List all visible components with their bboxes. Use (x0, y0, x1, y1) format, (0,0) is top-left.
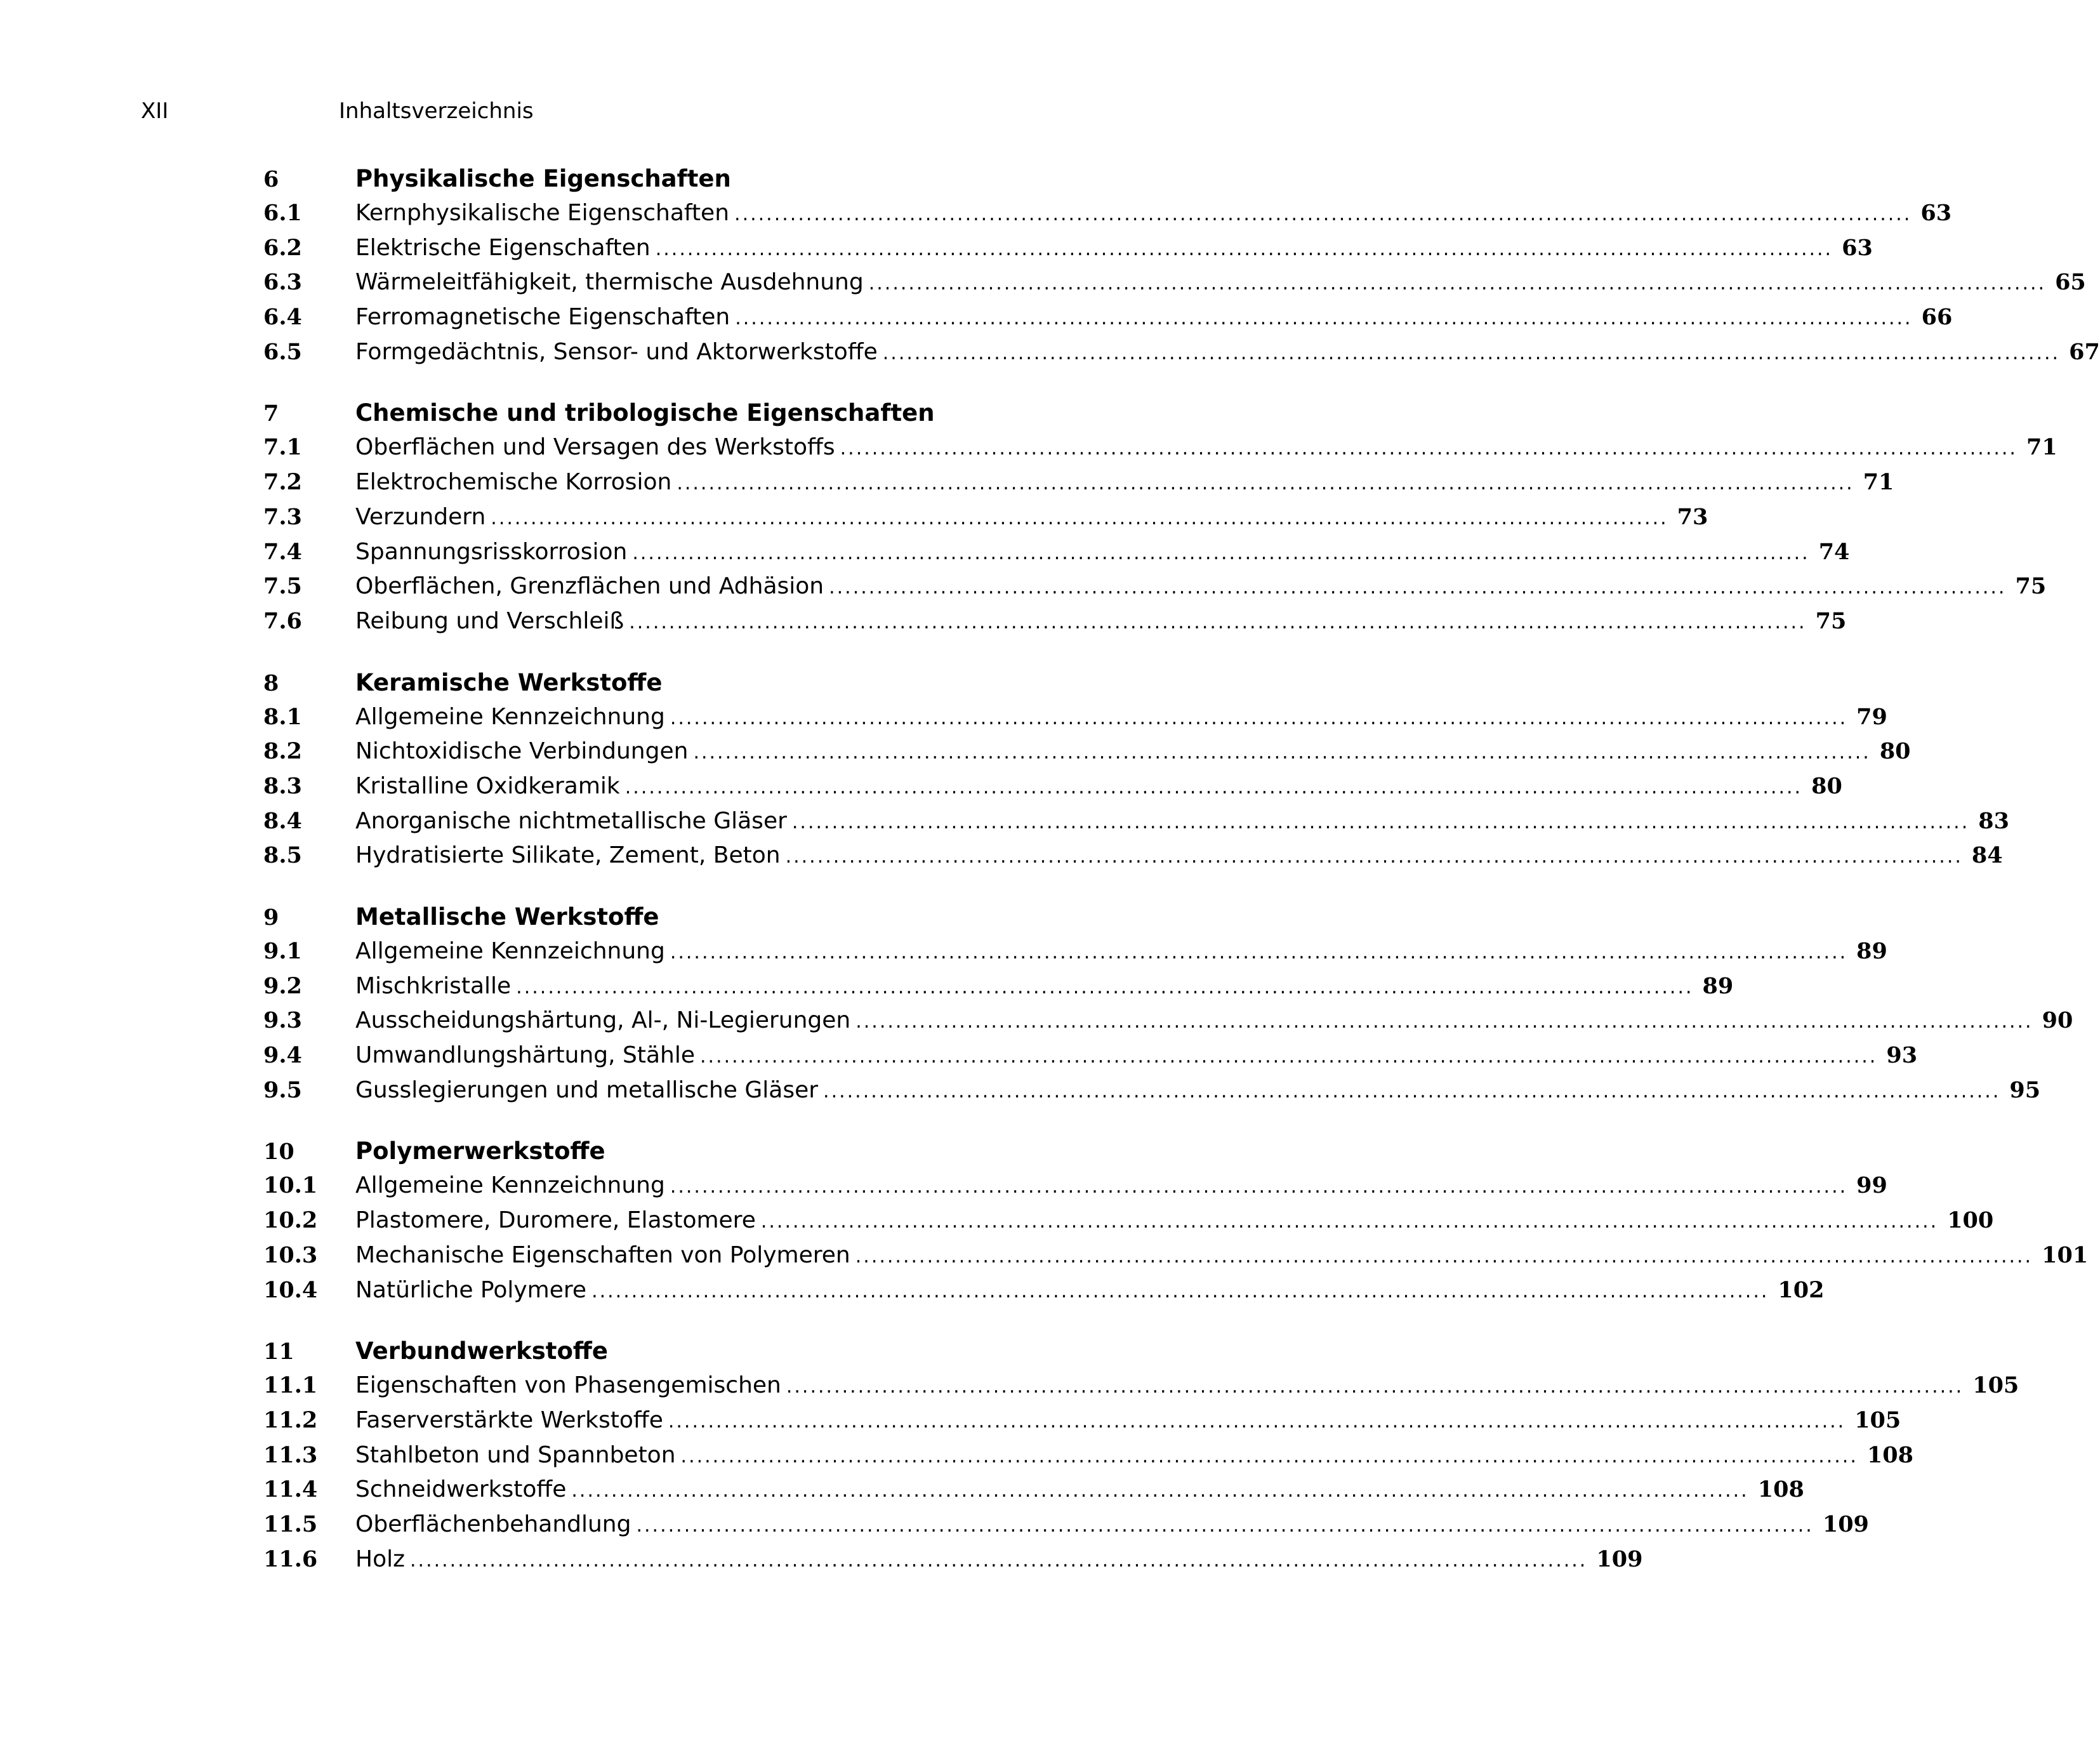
toc-entry (263, 934, 1887, 969)
toc-entry (263, 804, 2009, 839)
dot-leader: .................................................................................................................................................... (840, 437, 2017, 460)
section-title: Allgemeine Kennzeichnung (355, 938, 665, 964)
section-title: Mechanische Eigenschaften von Polymeren (355, 1242, 850, 1268)
chapter-number: 6 (263, 166, 279, 192)
section-page-number: 101 (2042, 1242, 2089, 1268)
toc-entry (263, 1238, 2089, 1273)
chapter-number: 11 (263, 1339, 294, 1365)
dot-leader: .................................................................................................................................................... (670, 1176, 1848, 1198)
dot-leader: .................................................................................................................................................... (410, 1549, 1588, 1572)
chapter-heading (263, 665, 1031, 700)
dot-leader: .................................................................................................................................................... (677, 472, 1854, 495)
chapter-heading (263, 1134, 1031, 1169)
toc-entry (263, 1542, 1643, 1577)
toc-entry (263, 1169, 1887, 1203)
toc-chapter (263, 395, 2057, 639)
dot-leader: .................................................................................................................................................... (693, 741, 1871, 764)
dot-leader: .................................................................................................................................................... (655, 237, 1833, 260)
toc-chapter (263, 1134, 2089, 1308)
toc-entry (263, 231, 1873, 266)
section-title: Elektrochemische Korrosion (355, 469, 672, 496)
chapter-title: Chemische und tribologische Eigenschaften (355, 399, 935, 427)
dot-leader: .................................................................................................................................................... (629, 611, 1807, 633)
section-title: Oberflächen, Grenzflächen und Adhäsion (355, 573, 824, 600)
dot-leader: .................................................................................................................................................... (791, 811, 1970, 833)
section-number: 6.2 (263, 234, 302, 261)
section-title: Nichtoxidische Verbindungen (355, 738, 689, 765)
section-page-number: 109 (1822, 1511, 1869, 1537)
section-number: 9.3 (263, 1007, 302, 1034)
dot-leader: .................................................................................................................................................... (734, 203, 1912, 225)
section-title: Natürliche Polymere (355, 1276, 587, 1303)
page-number: XII (141, 98, 169, 124)
chapter-title: Keramische Werkstoffe (355, 668, 663, 696)
section-number: 8.2 (263, 738, 302, 765)
dot-leader: .................................................................................................................................................... (868, 272, 2047, 295)
dot-leader: .................................................................................................................................................... (882, 341, 2061, 364)
section-title: Allgemeine Kennzeichnung (355, 1172, 665, 1199)
section-page-number: 108 (1866, 1441, 1913, 1468)
toc-entry (263, 465, 1894, 500)
section-number: 11.2 (263, 1407, 318, 1433)
chapter-title: Physikalische Eigenschaften (355, 165, 731, 192)
section-title: Formgedächtnis, Sensor- und Aktorwerkstoffe (355, 338, 878, 365)
dot-leader: .................................................................................................................................................... (823, 1080, 2001, 1103)
chapter-heading (263, 395, 1031, 430)
toc-chapter (263, 161, 2100, 369)
section-page-number: 99 (1856, 1172, 1887, 1199)
toc-entry (263, 734, 1911, 769)
toc-entry (263, 1004, 2073, 1038)
toc-entry (263, 430, 2057, 465)
section-number: 11.3 (263, 1441, 318, 1468)
section-number: 6.5 (263, 338, 302, 365)
toc-entry (263, 1473, 1804, 1507)
chapter-number: 10 (263, 1139, 294, 1165)
dot-leader: .................................................................................................................................................... (670, 941, 1848, 964)
section-page-number: 105 (1854, 1407, 1901, 1433)
section-title: Anorganische nichtmetallische Gläser (355, 807, 787, 834)
section-title: Kernphysikalische Eigenschaften (355, 200, 730, 226)
section-number: 7.5 (263, 573, 302, 600)
section-number: 7.4 (263, 538, 302, 565)
toc-entry (263, 569, 2047, 604)
section-title: Faserverstärkte Werkstoffe (355, 1407, 663, 1433)
section-page-number: 89 (1856, 938, 1887, 964)
section-title: Reibung und Verschleiß (355, 607, 624, 634)
dot-leader: .................................................................................................................................................... (760, 1210, 1939, 1233)
toc-entry (263, 700, 1887, 735)
section-number: 8.1 (263, 703, 302, 730)
section-number: 10.3 (263, 1242, 318, 1268)
chapter-number: 8 (263, 670, 279, 696)
table-of-contents (263, 161, 2100, 1603)
section-title: Schneidwerkstoffe (355, 1476, 567, 1503)
dot-leader: .................................................................................................................................................... (700, 1045, 1878, 1068)
toc-entry (263, 196, 1952, 231)
section-page-number: 74 (1818, 538, 1850, 565)
toc-entry (263, 1038, 1918, 1073)
section-title: Elektrische Eigenschaften (355, 234, 650, 261)
section-page-number: 105 (1972, 1372, 2019, 1399)
dot-leader: .................................................................................................................................................... (670, 706, 1848, 729)
dot-leader: .................................................................................................................................................... (491, 507, 1668, 529)
chapter-number: 7 (263, 401, 279, 427)
section-number: 11.1 (263, 1372, 318, 1399)
section-page-number: 65 (2055, 269, 2086, 296)
toc-entry (263, 604, 1847, 639)
dot-leader: .................................................................................................................................................... (636, 1514, 1814, 1537)
section-page-number: 79 (1856, 703, 1887, 730)
dot-leader: .................................................................................................................................................... (668, 1410, 1846, 1433)
dot-leader: .................................................................................................................................................... (785, 845, 1963, 868)
toc-entry (263, 335, 2100, 370)
dot-leader: .................................................................................................................................................... (829, 576, 2007, 599)
dot-leader: .................................................................................................................................................... (735, 307, 1913, 330)
chapter-heading (263, 899, 1031, 934)
section-title: Umwandlungshärtung, Stähle (355, 1042, 695, 1069)
section-number: 6.3 (263, 269, 302, 296)
section-number: 7.1 (263, 434, 302, 461)
section-number: 9.4 (263, 1042, 302, 1069)
section-number: 8.4 (263, 807, 302, 834)
section-number: 11.6 (263, 1546, 318, 1572)
section-title: Wärmeleitfähigkeit, thermische Ausdehnung (355, 269, 864, 296)
chapter-title: Polymerwerkstoffe (355, 1137, 605, 1165)
chapter-title: Verbundwerkstoffe (355, 1337, 608, 1365)
dot-leader: .................................................................................................................................................... (855, 1245, 2033, 1268)
section-number: 8.3 (263, 772, 302, 799)
section-page-number: 93 (1886, 1042, 1918, 1069)
toc-entry (263, 1403, 1901, 1438)
toc-entry (263, 969, 1734, 1004)
section-page-number: 109 (1596, 1546, 1643, 1572)
section-title: Stahlbeton und Spannbeton (355, 1441, 676, 1468)
toc-entry (263, 1507, 1869, 1542)
dot-leader: .................................................................................................................................................... (632, 541, 1810, 564)
section-number: 7.2 (263, 469, 302, 496)
dot-leader: .................................................................................................................................................... (516, 976, 1694, 998)
toc-entry (263, 300, 1953, 335)
section-page-number: 95 (2009, 1076, 2041, 1103)
section-title: Verzundern (355, 503, 486, 530)
section-title: Ferromagnetische Eigenschaften (355, 304, 730, 331)
section-number: 11.4 (263, 1476, 318, 1503)
section-page-number: 83 (1978, 807, 2009, 834)
section-title: Allgemeine Kennzeichnung (355, 703, 665, 730)
section-page-number: 90 (2042, 1007, 2073, 1034)
chapter-heading (263, 1334, 1031, 1368)
section-page-number: 89 (1702, 972, 1734, 999)
section-number: 11.5 (263, 1511, 318, 1537)
toc-entry (263, 500, 1708, 535)
section-number: 9.5 (263, 1076, 302, 1103)
toc-entry (263, 1203, 1994, 1238)
toc-entry (263, 1273, 1825, 1308)
running-title: Inhaltsverzeichnis (339, 98, 534, 124)
section-number: 6.1 (263, 200, 302, 226)
section-page-number: 75 (1815, 607, 1847, 634)
section-title: Spannungsrisskorrosion (355, 538, 628, 565)
section-title: Oberflächen und Versagen des Werkstoffs (355, 434, 835, 461)
toc-entry (263, 265, 2086, 300)
section-page-number: 73 (1677, 503, 1708, 530)
chapter-title: Metallische Werkstoffe (355, 903, 659, 931)
section-page-number: 100 (1947, 1207, 1994, 1234)
section-number: 9.2 (263, 972, 302, 999)
toc-entry (263, 769, 1842, 804)
dot-leader: .................................................................................................................................................... (786, 1375, 1964, 1398)
toc-entry (263, 1438, 1913, 1473)
section-page-number: 102 (1778, 1276, 1825, 1303)
section-page-number: 75 (2015, 573, 2047, 600)
dot-leader: .................................................................................................................................................... (571, 1480, 1749, 1502)
dot-leader: .................................................................................................................................................... (591, 1280, 1769, 1302)
section-page-number: 80 (1879, 738, 1911, 765)
section-page-number: 108 (1757, 1476, 1804, 1503)
toc-chapter (263, 1334, 2019, 1577)
section-page-number: 71 (2026, 434, 2057, 461)
dot-leader: .................................................................................................................................................... (624, 776, 1803, 798)
section-page-number: 80 (1811, 772, 1842, 799)
section-number: 7.3 (263, 503, 302, 530)
toc-chapter (263, 899, 2073, 1108)
section-page-number: 71 (1863, 469, 1894, 496)
section-number: 10.1 (263, 1172, 318, 1199)
section-title: Oberflächenbehandlung (355, 1511, 631, 1537)
section-number: 8.5 (263, 842, 302, 869)
section-title: Kristalline Oxidkeramik (355, 772, 620, 799)
section-number: 7.6 (263, 607, 302, 634)
section-title: Eigenschaften von Phasengemischen (355, 1372, 781, 1399)
section-page-number: 63 (1842, 234, 1873, 261)
section-title: Plastomere, Duromere, Elastomere (355, 1207, 756, 1234)
running-head (141, 95, 1029, 127)
toc-entry (263, 838, 2003, 873)
toc-entry (263, 1368, 2019, 1403)
section-title: Ausscheidungshärtung, Al-, Ni-Legierungen (355, 1007, 851, 1034)
section-page-number: 67 (2069, 338, 2100, 365)
section-page-number: 84 (1971, 842, 2003, 869)
section-page-number: 63 (1920, 200, 1952, 226)
section-title: Mischkristalle (355, 972, 512, 999)
section-number: 10.2 (263, 1207, 318, 1234)
section-title: Gusslegierungen und metallische Gläser (355, 1076, 819, 1103)
section-number: 6.4 (263, 304, 302, 331)
chapter-number: 9 (263, 904, 279, 931)
section-number: 10.4 (263, 1276, 318, 1303)
toc-chapter (263, 665, 2009, 873)
chapter-heading (263, 161, 1031, 196)
section-number: 9.1 (263, 938, 302, 964)
toc-entry (263, 535, 1850, 570)
section-title: Holz (355, 1546, 405, 1572)
section-title: Hydratisierte Silikate, Zement, Beton (355, 842, 781, 869)
section-page-number: 66 (1921, 304, 1953, 331)
dot-leader: .................................................................................................................................................... (855, 1010, 2033, 1033)
toc-entry (263, 1073, 2041, 1108)
dot-leader: .................................................................................................................................................... (680, 1445, 1858, 1467)
